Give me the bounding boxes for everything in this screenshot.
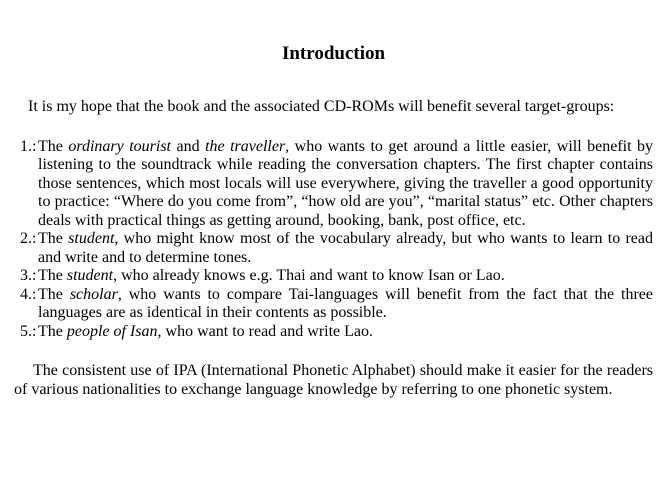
list-item-marker: 1.: xyxy=(20,137,37,155)
closing-paragraph: The consistent use of IPA (International Phonetic Alphabet) should make it easier for the readers of various nationalities to exchange language knowledge by referring to one phonetic system. xyxy=(14,362,653,398)
document-page xyxy=(0,42,667,399)
list-item xyxy=(14,267,653,286)
list-item-marker: 3.: xyxy=(20,267,37,284)
list-item xyxy=(14,286,653,323)
target-groups-list xyxy=(14,138,653,342)
list-item-marker: 4.: xyxy=(20,285,37,303)
list-item-text: The scholar, who wants to compare Tai-languages will benefit from the fact that the three languages are as identical in their contents as possible. xyxy=(38,285,654,321)
list-item-text: The student, who already knows e.g. Thai and want to know Isan or Lao. xyxy=(38,267,505,284)
list-item-text: The student, who might know most of the vocabulary already, but who wants to learn to read and write and to determine tones. xyxy=(38,230,654,266)
list-item-marker: 5.: xyxy=(20,322,37,340)
page-title: Introduction xyxy=(281,43,386,64)
list-item-text: The people of Isan, who want to read and write Lao. xyxy=(38,322,374,340)
list-item xyxy=(14,230,653,267)
list-item xyxy=(14,138,653,231)
intro-paragraph: It is my hope that the book and the associated CD-ROMs will benefit several target-groups: xyxy=(28,98,615,115)
list-item-text: The ordinary tourist and the traveller, who wants to get around a little easier, will benefit by listening to the soundtrack while reading the conversation chapters. The first chapter contains those sentences, which most locals will use everywhere, giving the traveller a good opportunity to practice: “Where do you come from”, “how old are you”, “marital status” etc. Other chapters deals with practical things as getting around, booking, bank, post office, etc. xyxy=(38,137,654,229)
list-item-marker: 2.: xyxy=(20,230,37,247)
list-item xyxy=(14,323,653,342)
